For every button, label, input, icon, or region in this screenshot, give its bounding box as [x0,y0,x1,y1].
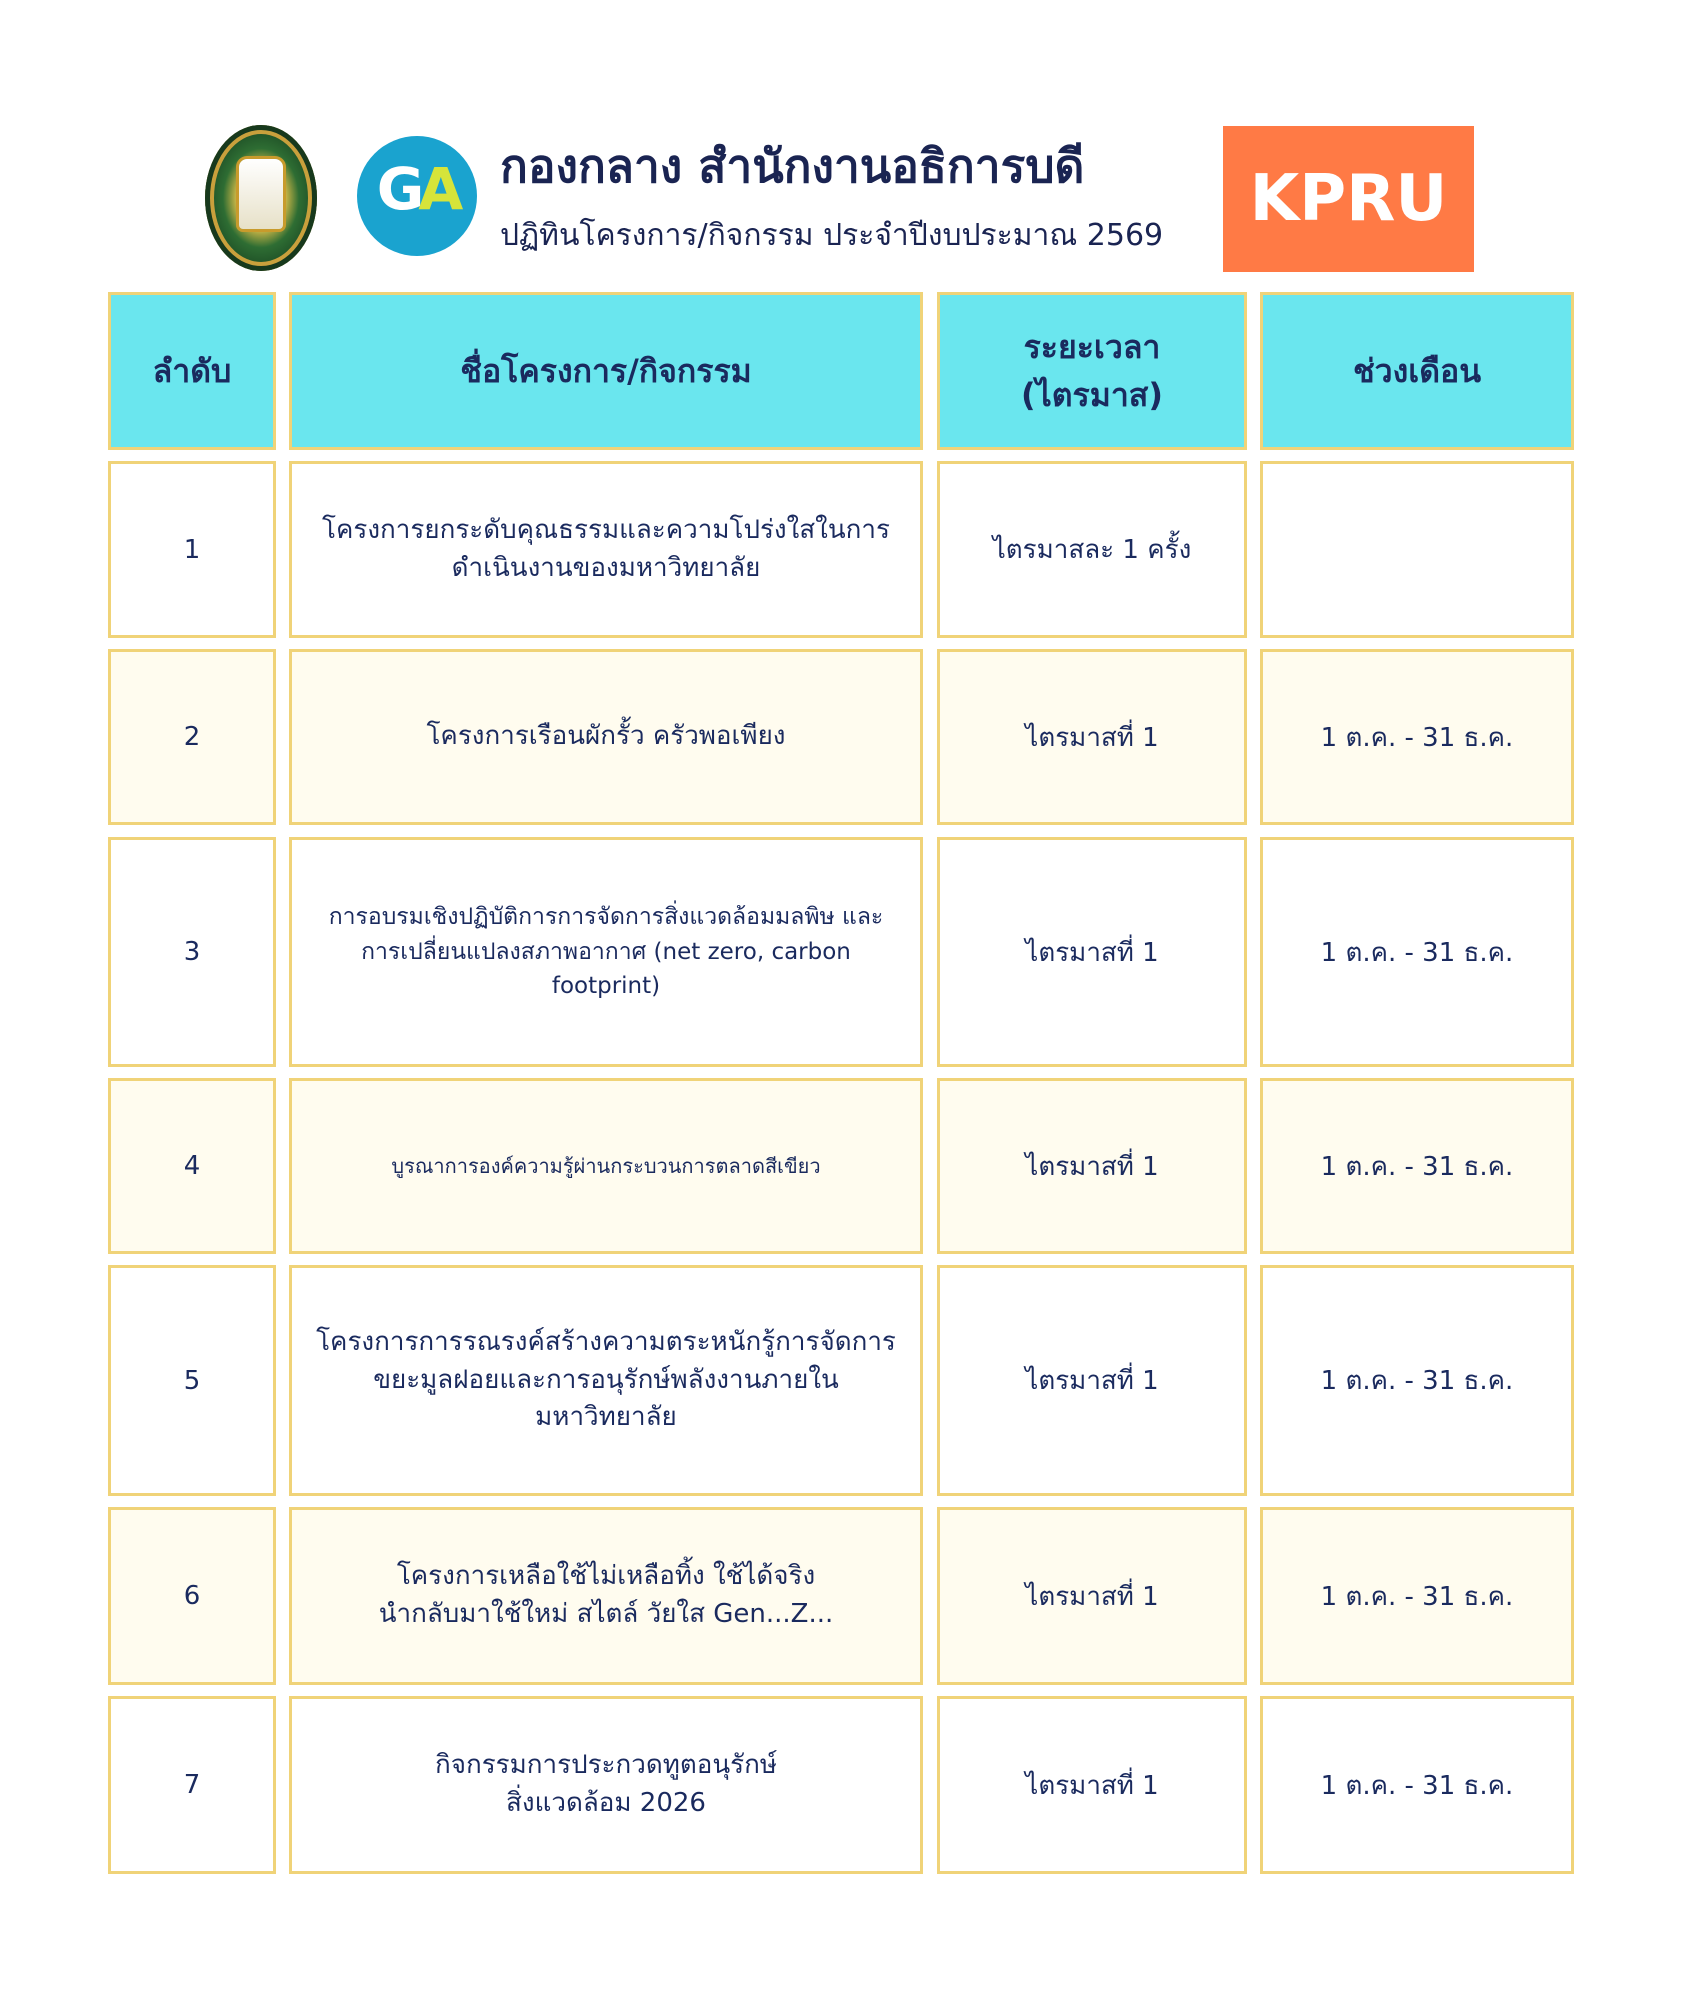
row-3-project-name: การอบรมเชิงปฏิบัติการการจัดการสิ่งแวดล้อมมลพิษ และ การเปลี่ยนแปลงสภาพอากาศ (net zero, carbon footprint) [289,837,923,1067]
row-2-period: ไตรมาสที่ 1 [937,649,1247,825]
row-1-period: ไตรมาสละ 1 ครั้ง [937,461,1247,638]
row-5-project-name: โครงการการรณรงค์สร้างความตระหนักรู้การจัดการ ขยะมูลฝอยและการอนุรักษ์พลังงานภายใน มหาวิทยาลัย [289,1265,923,1496]
ga-logo-letters: GA [376,155,458,223]
row-6-period: ไตรมาสที่ 1 [937,1507,1247,1685]
row-1-months [1260,461,1574,638]
seal-emblem-icon [239,159,283,229]
row-4-period: ไตรมาสที่ 1 [937,1078,1247,1254]
row-6-months: 1 ต.ค. - 31 ธ.ค. [1260,1507,1574,1685]
page-title: กองกลาง สำนักงานอธิการบดี [500,139,1085,193]
row-7-months: 1 ต.ค. - 31 ธ.ค. [1260,1696,1574,1874]
row-4-project-name: บูรณาการองค์ความรู้ผ่านกระบวนการตลาดสีเขียว [289,1078,923,1254]
row-7-project-name: กิจกรรมการประกวดทูตอนุรักษ์ สิ่งแวดล้อม 2026 [289,1696,923,1874]
row-5-period: ไตรมาสที่ 1 [937,1265,1247,1496]
column-header-months: ช่วงเดือน [1260,292,1574,450]
page-subtitle: ปฏิทินโครงการ/กิจกรรม ประจำปีงบประมาณ 2569 [500,218,1164,253]
row-2-number: 2 [108,649,276,825]
row-2-project-name: โครงการเรือนผักรั้ว ครัวพอเพียง [289,649,923,825]
row-1-project-name: โครงการยกระดับคุณธรรมและความโปร่งใสในการ ดำเนินงานของมหาวิทยาลัย [289,461,923,638]
row-3-number: 3 [108,837,276,1067]
row-5-number: 5 [108,1265,276,1496]
university-seal-logo [205,125,317,271]
row-7-period: ไตรมาสที่ 1 [937,1696,1247,1874]
row-3-period: ไตรมาสที่ 1 [937,837,1247,1067]
row-5-months: 1 ต.ค. - 31 ธ.ค. [1260,1265,1574,1496]
column-header-project-name: ชื่อโครงการ/กิจกรรม [289,292,923,450]
row-6-number: 6 [108,1507,276,1685]
row-2-months: 1 ต.ค. - 31 ธ.ค. [1260,649,1574,825]
ga-logo [357,136,477,256]
row-4-number: 4 [108,1078,276,1254]
kpru-badge: KPRU [1223,126,1474,272]
column-header-number: ลำดับ [108,292,276,450]
row-7-number: 7 [108,1696,276,1874]
row-4-months: 1 ต.ค. - 31 ธ.ค. [1260,1078,1574,1254]
row-3-months: 1 ต.ค. - 31 ธ.ค. [1260,837,1574,1067]
column-header-period: ระยะเวลา (ไตรมาส) [937,292,1247,450]
page-header [0,0,1683,290]
row-6-project-name: โครงการเหลือใช้ไม่เหลือทิ้ง ใช้ได้จริง นำกลับมาใช้ใหม่ สไตล์ วัยใส Gen...Z... [289,1507,923,1685]
row-1-number: 1 [108,461,276,638]
